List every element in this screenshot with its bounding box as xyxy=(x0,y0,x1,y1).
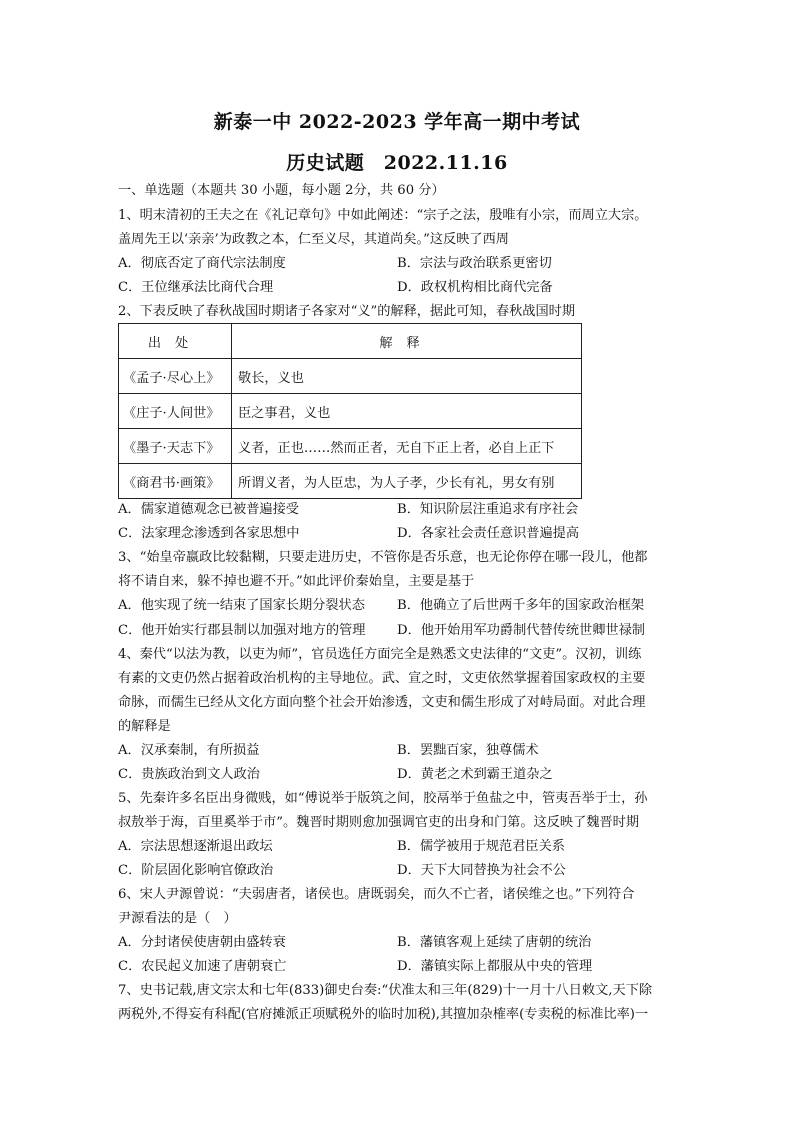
q3-option-a: A．他实现了统一结束了国家长期分裂状态 xyxy=(118,598,365,613)
q5-option-a: A．宗法思想逐渐退出政坛 xyxy=(118,839,273,854)
table-row xyxy=(119,394,582,429)
table-cell-source: 《孟子·尽心上》 xyxy=(119,359,232,394)
q5-stem-line-1: 5、先秦许多名臣出身微贱，如“傅说举于版筑之间，胶鬲举于鱼盐之中，管夷吾举于士，孙 xyxy=(118,791,648,806)
q4-option-d: D．黄老之术到霸王道杂之 xyxy=(397,767,553,782)
table-header-source: 出处 xyxy=(119,324,232,359)
table-header-row xyxy=(119,324,582,359)
q6-option-d: D．藩镇实际上都服从中央的管理 xyxy=(397,959,593,974)
table-cell-explanation: 敬长，义也 xyxy=(232,359,582,394)
q6-option-b: B．藩镇客观上延续了唐朝的统治 xyxy=(397,935,592,950)
q4-option-c: C．贵族政治到文人政治 xyxy=(118,767,260,782)
exam-subtitle: 历史试题 2022.11.16 xyxy=(286,152,508,174)
q3-stem-line-1: 3、“始皇帝嬴政比较黏糊，只要走进历史，不管你是否乐意，也无论你停在哪一段儿，他都 xyxy=(118,550,648,565)
table-row xyxy=(119,429,582,464)
table-cell-explanation: 义者，正也……然而正者，无自下正上者，必自上正下 xyxy=(232,429,582,464)
table-row xyxy=(119,464,582,499)
q2-stem-line-1: 2、下表反映了春秋战国时期诸子各家对“义”的解释，据此可知，春秋战国时期 xyxy=(118,304,576,319)
q6-option-a: A．分封诸侯使唐朝由盛转衰 xyxy=(118,935,286,950)
table-cell-source: 《商君书·画策》 xyxy=(119,464,232,499)
table-cell-source: 《墨子·天志下》 xyxy=(119,429,232,464)
q1-option-d: D．政权机构相比商代完备 xyxy=(397,280,553,295)
q4-stem-line-3: 命脉，而儒生已经从文化方面向整个社会开始渗透，文吏和儒生形成了对峙局面。对此合理 xyxy=(118,695,646,710)
q7-stem-line-1: 7、史书记载,唐文宗太和七年(833)御史台奏:“伏准太和三年(829)十一月十八日敕文,天下除 xyxy=(118,983,653,998)
q6-stem-line-1: 6、宋人尹源曾说：“夫弱唐者，诸侯也。唐既弱矣，而久不亡者，诸侯维之也。”下列符合 xyxy=(118,887,635,902)
q2-option-c: C．法家理念渗透到各家思想中 xyxy=(118,526,300,541)
q3-option-c: C．他开始实行郡县制以加强对地方的管理 xyxy=(118,623,366,638)
q2-option-b: B．知识阶层注重追求有序社会 xyxy=(397,502,579,517)
q6-option-c: C．农民起义加速了唐朝衰亡 xyxy=(118,959,287,974)
q4-stem-line-2: 有素的文吏仍然占据着政治机构的主导地位。武、宣之时，文吏依然掌握着国家政权的主要 xyxy=(118,671,646,686)
q4-option-b: B．罢黜百家，独尊儒术 xyxy=(397,743,539,758)
table-cell-explanation: 臣之事君，义也 xyxy=(232,394,582,429)
q7-stem-line-2: 两税外,不得妄有科配(官府摊派正项赋税外的临时加税),其擅加杂榷率(专卖税的标准比率)一 xyxy=(118,1007,649,1022)
q1-option-a: A．彻底否定了商代宗法制度 xyxy=(118,256,286,271)
q5-option-b: B．儒学被用于规范君臣关系 xyxy=(397,839,565,854)
exam-title: 新泰一中 2022-2023 学年高一期中考试 xyxy=(213,111,581,133)
table-row xyxy=(119,359,582,394)
q3-option-b: B．他确立了后世两千多年的国家政治框架 xyxy=(397,598,645,613)
q1-stem-line-2: 盖周先王以‘亲亲’为政教之本，仁至义尽，其道尚矣。”这反映了西周 xyxy=(118,232,509,247)
section-heading: 一、单选题（本题共 30 小题，每小题 2分，共 60 分） xyxy=(118,183,445,198)
q5-option-d: D．天下大同替换为社会不公 xyxy=(397,863,566,878)
table-cell-explanation: 所谓义者，为人臣忠，为人子孝，少长有礼，男女有别 xyxy=(232,464,582,499)
q3-option-d: D．他开始用军功爵制代替传统世卿世禄制 xyxy=(397,623,645,638)
q1-option-c: C．王位继承法比商代合理 xyxy=(118,280,274,295)
q5-option-c: C．阶层固化影响官僚政治 xyxy=(118,863,274,878)
q3-stem-line-2: 将不请自来，躲不掉也避不开。”如此评价秦始皇，主要是基于 xyxy=(118,574,475,589)
q4-stem-line-1: 4、秦代“以法为教，以吏为师”，官员选任方面完全是熟悉文史法律的“文吏”。汉初，训练 xyxy=(118,647,642,662)
q2-source-table xyxy=(118,323,582,499)
q2-option-a: A．儒家道德观念已被普遍接受 xyxy=(118,502,299,517)
q2-option-d: D．各家社会责任意识普遍提高 xyxy=(397,526,580,541)
q1-option-b: B．宗法与政治联系更密切 xyxy=(397,256,552,271)
table-header-explanation: 解释 xyxy=(232,324,582,359)
q6-stem-line-2: 尹源看法的是（ ） xyxy=(118,911,237,926)
q4-stem-line-4: 的解释是 xyxy=(118,719,171,734)
table-cell-source: 《庄子·人间世》 xyxy=(119,394,232,429)
q5-stem-line-2: 叔敖举于海，百里奚举于市”。魏晋时期则愈加强调官吏的出身和门第。这反映了魏晋时期 xyxy=(118,815,640,830)
q4-option-a: A．汉承秦制，有所损益 xyxy=(118,743,260,758)
q1-stem-line-1: 1、明末清初的王夫之在《礼记章句》中如此阐述：“宗子之法，殷唯有小宗，而周立大宗。 xyxy=(118,208,648,223)
